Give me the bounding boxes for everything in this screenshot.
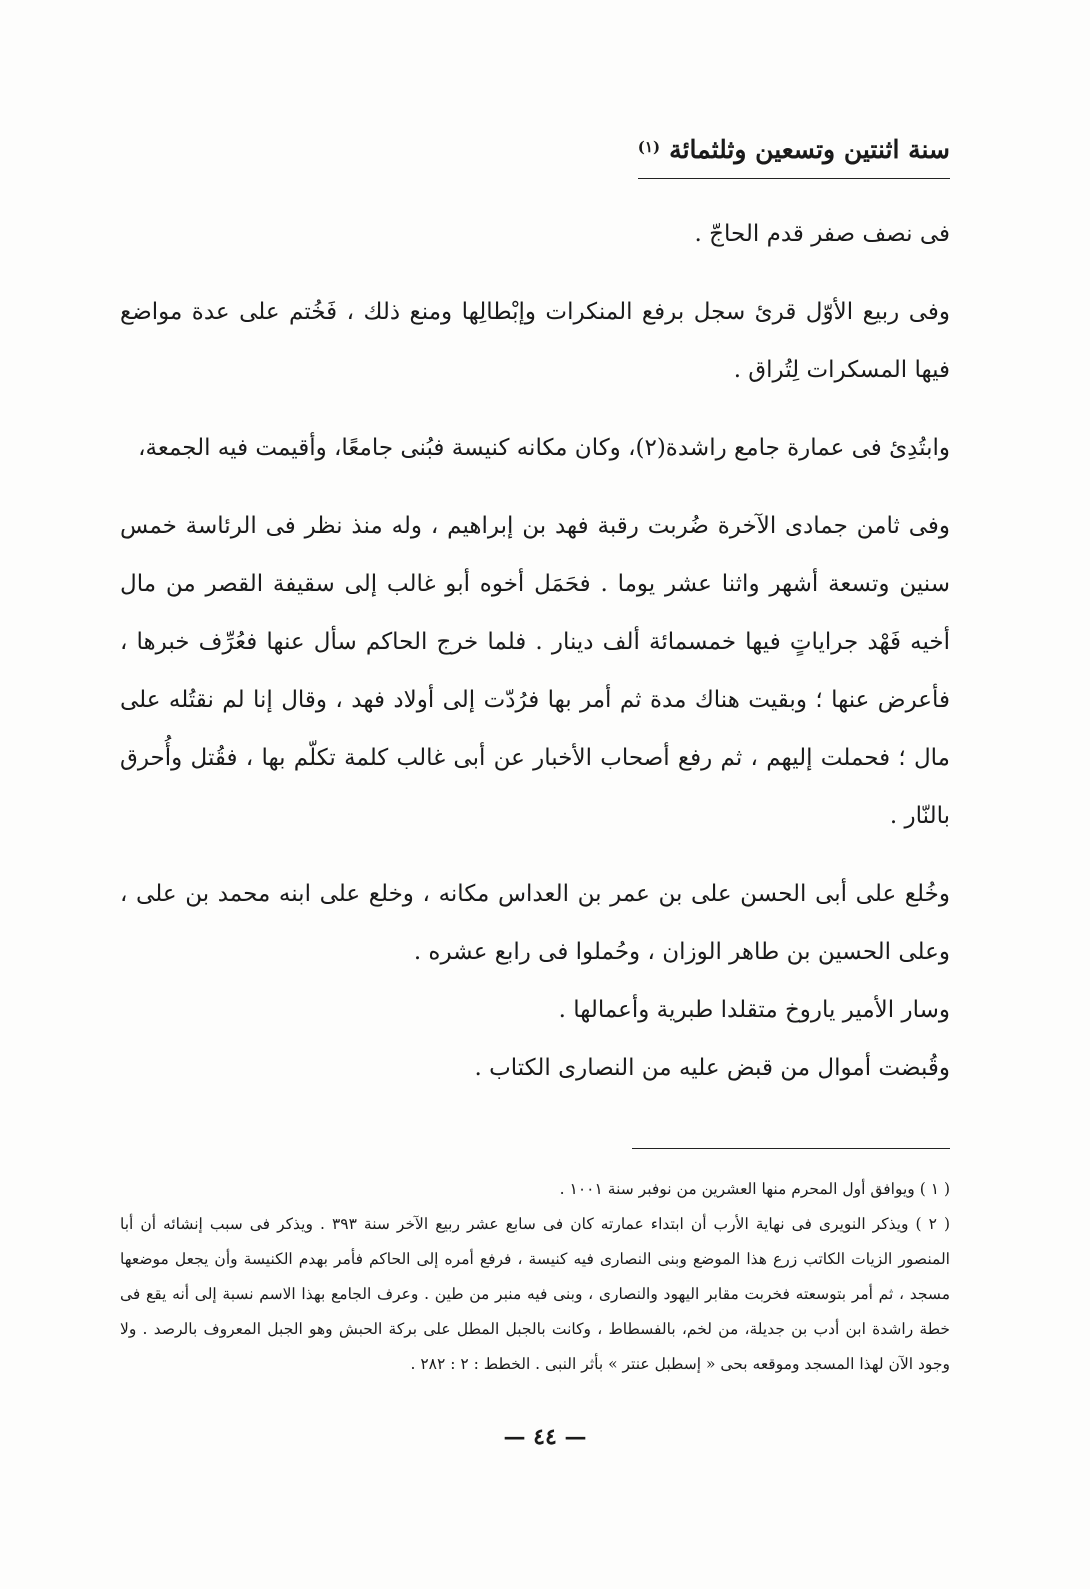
footnote-1: ( ١ ) ويوافق أول المحرم منها العشرين من نوفبر سنة ١٠٠١ . bbox=[559, 1180, 950, 1198]
paragraph-4: وفى ثامن جمادى الآخرة ضُربت رقبة فهد بن إبراهيم ، وله منذ نظر فى الرئاسة خمس سنين وتسعة أشهر واثنا عشر يوما . فحَمَل أخوه أبو غالب إلى سقيفة القصر من مال أخيه فَهْد جراياتٍ فيها خمسمائة ألف دينار . فلما خرج الحاكم سأل عنها فعُرِّف خبرها ، فأعرض عنها ؛ وبقيت هناك مدة ثم أمر بها فرُدّت إلى أولاد فهد ، وقال إنا لم نقتُله على مال ؛ فحملت إليهم ، ثم رفع أصحاب الأخبار عن أبى غالب كلمة تكلّم بها ، فقُتل وأُحرق بالنّار . bbox=[120, 513, 950, 829]
heading-block bbox=[638, 130, 950, 179]
paragraph-2: وفى ربيع الأوّل قرئ سجل برفع المنكرات وإبْطالِها ومنع ذلك ، فَخُتم على عدة مواضع فيها المسكرات لِتُراق . bbox=[120, 299, 950, 383]
paragraph-1: فى نصف صفر قدم الحاجّ . bbox=[694, 221, 950, 247]
paragraph-5: وخُلع على أبى الحسن على بن عمر بن العداس مكانه ، وخلع على ابنه محمد بن على ، وعلى الحسين بن طاهر الوزان ، وحُملوا فى رابع عشره . bbox=[120, 881, 950, 965]
paragraph-7: وقُبضت أموال من قبض عليه من النصارى الكتاب . bbox=[474, 1055, 950, 1081]
page-number: — ٤٤ — bbox=[503, 1424, 587, 1450]
main-text bbox=[120, 130, 950, 1097]
footnote-divider bbox=[632, 1148, 950, 1149]
paragraph-3: وابتُدِئ فى عمارة جامع راشدة(٢)، وكان مكانه كنيسة فبُنى جامعًا، وأقيمت فيه الجمعة، bbox=[138, 435, 950, 461]
footnote-2: ( ٢ ) ويذكر النويرى فى نهاية الأرب أن ابتداء عمارته كان فى سابع عشر ربيع الآخر سنة ٣٩٣ . ويذكر فى سبب إنشائه أن أبا المنصور الزيات الكاتب زرع هذا الموضع وبنى النصارى فيه كنيسة ، فرفع أمره إلى الحاكم فأمر بهدم الكنيسة وأن يجعل موضعها مسجد ، ثم أمر بتوسعته فخربت مقابر اليهود والنصارى ، وبنى فيه منبر من طين . وعرف الجامع بهذا الاسم نسبة إلى أنه يقع فى خطة راشدة ابن أدب بن جديلة، من لخم، بالفسطاط ، وكانت بالجبل المطل على بركة الحبش وهو الجبل المعروف بالرصد . ولا وجود الآن لهذا المسجد وموقعه بحى « إسطبل عنتر » بأثر النبى . الخطط : ٢ : ٢٨٢ . bbox=[120, 1215, 950, 1373]
heading-footnote-ref: (١) bbox=[637, 137, 661, 156]
page-heading: سنة اثنتين وتسعين وثلثمائة bbox=[669, 135, 950, 164]
paragraph-6: وسار الأمير ياروخ متقلدا طبرية وأعمالها . bbox=[558, 997, 950, 1023]
footnotes bbox=[120, 1172, 950, 1382]
